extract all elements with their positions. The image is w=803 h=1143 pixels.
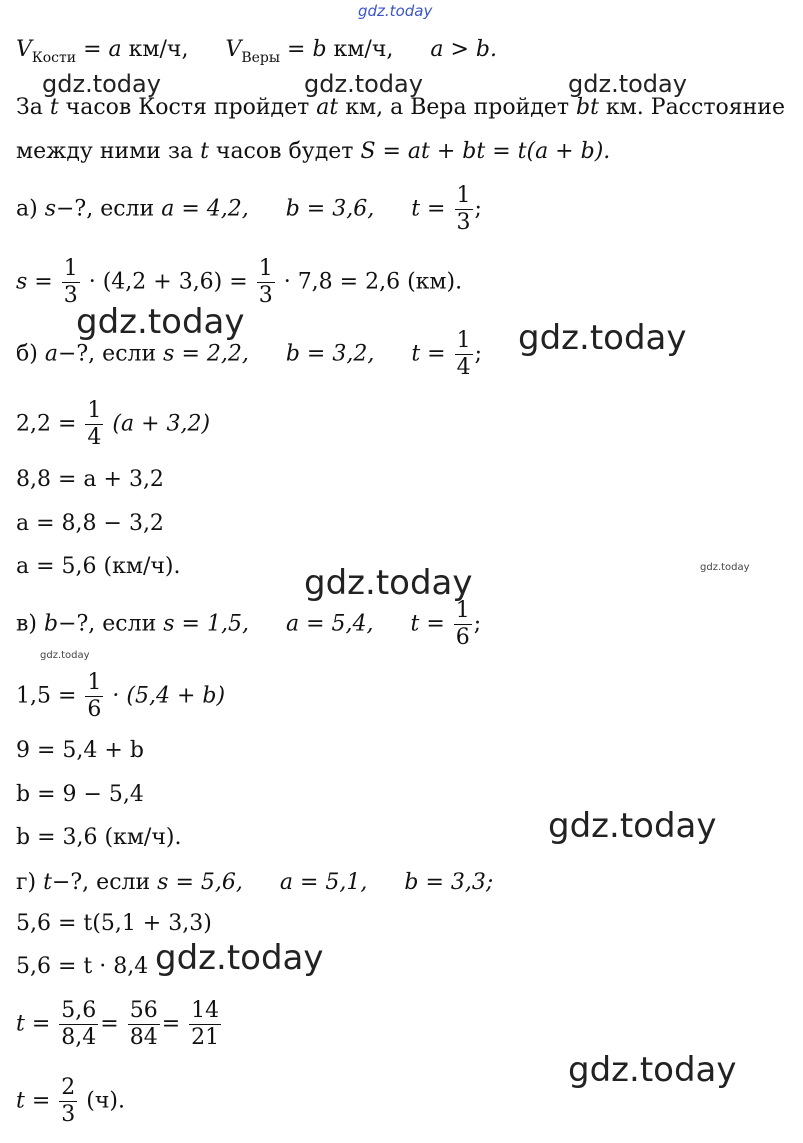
cond: t = [411,341,446,367]
watermark: gdz.today [700,562,750,573]
part-g-step-3: t = $\frac{5,6}{8,4}$ = $\frac{56}{84}$ = $\frac{14}{21}$ [16,998,220,1050]
cond: b = 3,6, [285,196,375,222]
den: 21 [191,1025,220,1050]
watermark: gdz.today [304,563,473,603]
part-g-step-2: 5,6 = t · 8,4 [16,954,149,979]
fraction [455,328,473,381]
fraction [85,398,103,451]
cond: a = 5,4, [285,611,374,637]
part-label: г) [16,870,37,895]
num: 14 [191,998,220,1023]
condition: a > b. [430,37,497,62]
num: 1 [87,670,102,695]
part-v-step-4: b = 3,6 (км/ч). [16,825,182,850]
num: 56 [129,998,158,1023]
lhs: s = [16,269,53,295]
num: 2 [61,1075,76,1100]
part-b-step-2: 8,8 = a + 3,2 [16,467,164,492]
fraction [59,998,98,1051]
explanation-line-1 [16,94,785,122]
watermark-top: gdz.today [358,2,433,20]
part-b-step-1 [16,398,210,451]
expr: · (4,2 + 3,6) = [88,269,248,295]
question: −?, если [56,196,155,222]
cond: a = 5,1, [279,870,368,895]
watermark: gdz.today [518,318,687,358]
unknown: t [43,870,52,895]
fraction [455,183,473,236]
fraction [257,256,275,309]
expr: · (5,4 + b) [112,683,226,709]
den: 4 [87,425,102,450]
fraction [189,998,221,1051]
den: 84 [129,1025,158,1050]
formula: S = at + bt = t(a + b). [360,139,611,164]
fraction [454,598,472,651]
num: 1 [258,256,273,281]
cond: s = 5,6, [157,870,243,895]
speeds-line: $V_{Кости} = a$ км/ч, $V_{Веры} = b$ км/ч, a > b. [16,37,497,66]
watermark: gdz.today [568,1050,737,1090]
expr: · 7,8 = 2,6 (км). [283,269,463,295]
text: За [16,95,50,120]
part-a-condition: а) s−?, если a = 4,2, b = 3,6, t = $\frac{1}{3}$ ; [16,183,482,235]
part-g-condition [16,869,493,897]
num: 1 [456,183,471,208]
cond: b = 3,3; [404,870,494,895]
part-v-condition: в) b−?, если s = 1,5, a = 5,4, t = $\frac{1}{6}$ ; [16,598,482,650]
part-label: б) [16,341,38,367]
text: часов Костя пройдет [58,95,317,120]
cond: s = 2,2, [163,341,249,367]
fraction [59,1075,77,1128]
lhs: t = [16,1011,51,1037]
num: 1 [456,328,471,353]
var: t [49,95,59,120]
watermark: gdz.today [155,938,324,978]
cond: t = [410,611,445,637]
cond: a = 4,2, [161,196,249,222]
watermark: gdz.today [76,302,245,342]
unknown: s [44,196,56,222]
watermark: gdz.today [304,70,423,98]
text: между ними за [16,139,201,164]
watermark: gdz.today [40,650,90,661]
den: 3 [61,1102,76,1127]
lhs: t = [16,1088,51,1114]
fraction [85,670,103,723]
part-label: в) [16,611,37,637]
num: 5,6 [61,998,97,1023]
part-v-step-2: 9 = 5,4 + b [16,738,144,763]
watermark: gdz.today [42,70,161,98]
part-v-step-3: b = 9 − 5,4 [16,782,144,807]
expr: (a + 3,2) [112,411,211,437]
den: 4 [456,355,471,380]
part-label: а) [16,196,38,222]
part-v-step-1 [16,670,225,723]
den: 8,4 [61,1025,97,1050]
part-b-condition: б) a−?, если s = 2,2, b = 3,2, t = $\frac{1}{4}$ ; [16,328,483,380]
var: t [200,139,209,164]
v-kosti-value: a [108,37,122,62]
unit: км/ч [333,37,387,62]
v-kosti-subscript: Кости [31,50,77,66]
den: 6 [455,625,470,650]
part-a-calc [16,256,462,309]
fraction [128,998,160,1051]
v-very-subscript: Веры [241,50,281,66]
cond: s = 1,5, [163,611,249,637]
watermark: gdz.today [548,806,717,846]
text: км. Расстояние [598,95,785,120]
var: at [316,95,339,120]
unknown: a [44,341,58,367]
cond: b = 3,2, [285,341,375,367]
text: км, а Вера пройдет [338,95,576,120]
lhs: 1,5 = [16,683,77,709]
part-g-answer [16,1075,125,1128]
num: 1 [63,256,78,281]
unknown: b [43,611,59,637]
num: 1 [455,598,470,623]
den: 3 [456,210,471,235]
den: 6 [87,697,102,722]
lhs: 2,2 = [16,411,77,437]
unit: км/ч [128,37,182,62]
part-b-step-3: a = 8,8 − 3,2 [16,511,164,536]
v-very-value: b [312,37,327,62]
fraction [62,256,80,309]
den: 3 [258,283,273,308]
den: 3 [63,283,78,308]
cond: t = [411,196,446,222]
unit: (ч). [86,1088,125,1114]
num: 1 [87,398,102,423]
var: bt [575,95,599,120]
question: −?, если [58,611,157,637]
text: часов будет [208,139,361,164]
question: −?, если [57,341,157,367]
question: −?, если [51,870,151,895]
part-b-step-4: a = 5,6 (км/ч). [16,554,181,579]
watermark: gdz.today [568,70,687,98]
part-g-step-1: 5,6 = t(5,1 + 3,3) [16,911,212,936]
explanation-line-2 [16,138,610,166]
